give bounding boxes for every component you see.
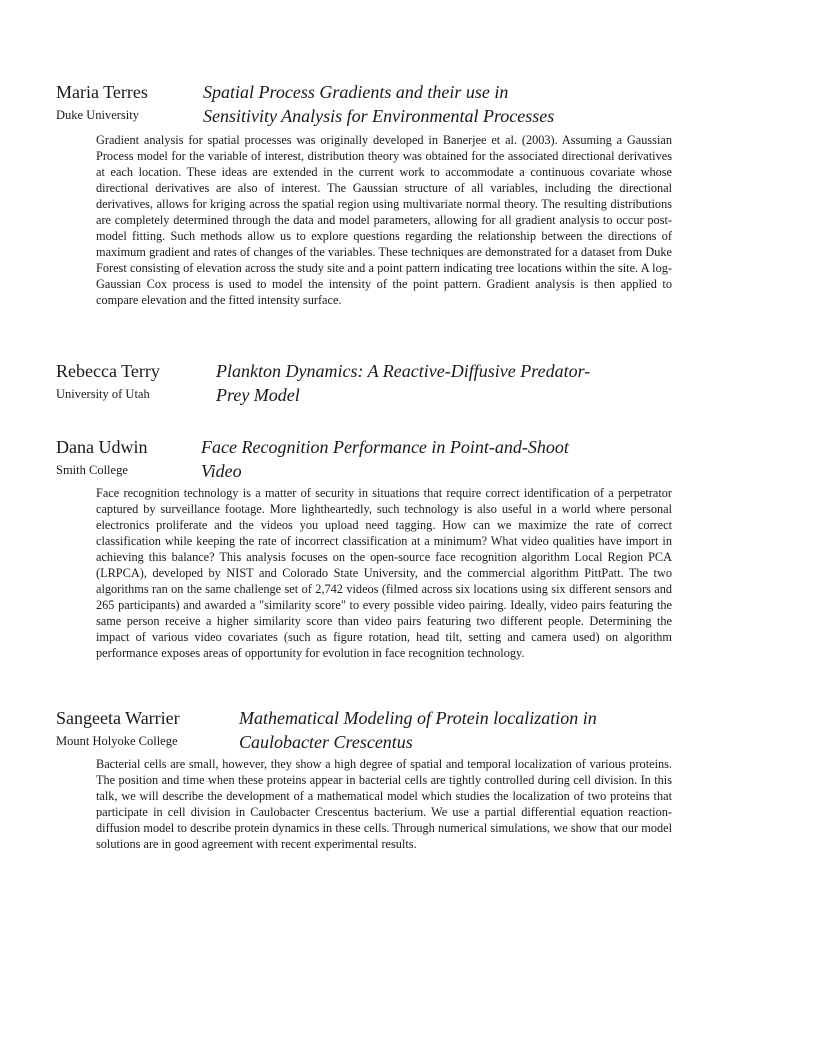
talk-title: Face Recognition Performance in Point-and-Shoot Video bbox=[201, 437, 569, 481]
abstract-text: Gradient analysis for spatial processes was originally developed in Banerjee et al. (2003). Assuming a Gaussian Process model for the variable of interest, distribution theory was obtained for the associated directional derivatives at each location. These ideas are extended in the current work to accommodate a continuous covariate whose directional derivatives are also of interest. The Gaussian structure of all variables, including the directional derivatives, allows for kriging across the spatial region using multivariate normal theory. The resulting distributions are completely determined through the data and model parameters, allowing for all gradient analysis to occur post-model fitting. Such methods allow us to explore questions regarding the relationship between the directions of maximum gradient and rates of changes of the variables. These techniques are demonstrated for a dataset from Duke Forest consisting of elevation across the study site and a point pattern indicating tree locations within the site. A log-Gaussian Cox process is used to model the intensity of the point pattern. Gradient analysis is then applied to compare elevation and the fitted intensity surface. bbox=[96, 133, 672, 307]
abstract-entry-terres bbox=[56, 80, 676, 308]
abstract-text: Face recognition technology is a matter of security in situations that require correct identification of a perpetrator captured by surveillance footage. More lightheartedly, such technology is also useful in a world where personal electronics proliferate and the videos you upload need tagging. How can we maximize the rate of correct classification while keeping the rate of incorrect classification at a minimum? What video qualities have import in achieving this balance? This analysis focuses on the open-source face recognition algorithm Local Region PCA (LRPCA), developed by NIST and Colorado State University, and the commercial algorithm PittPatt. The two algorithms ran on the same challenge set of 2,742 videos (filmed across six locations using six different sensors and 265 participants) and awarded a "similarity score" to every possible video pairing. Ideally, video pairs featuring the same person receive a higher similarity score than video pairs featuring two different people. Determining the impact of various video covariates (such as figure rotation, head tilt, setting and camera used) on algorithm performance exposes areas of opportunity for evolution in face recognition technology. bbox=[96, 486, 672, 660]
author-affiliation: Smith College bbox=[56, 463, 128, 477]
abstract-text: Bacterial cells are small, however, they show a high degree of spatial and temporal localization of various proteins. The position and time when these proteins appear in bacterial cells are tightly controlled during cell division. In this talk, we will describe the development of a mathematical model which studies the localization of two proteins that participate in cell division in Caulobacter Crescentus bacterium. We use a partial differential equation reaction-diffusion model to describe protein dynamics in these cells. Through numerical simulations, we show that our model solutions are in good agreement with recent experimental results. bbox=[96, 757, 672, 851]
entry-header bbox=[56, 706, 676, 754]
talk-title: Plankton Dynamics: A Reactive-Diffusive Predator-Prey Model bbox=[216, 361, 591, 405]
author-affiliation: Duke University bbox=[56, 108, 139, 122]
talk-title: Mathematical Modeling of Protein localization in Caulobacter Crescentus bbox=[239, 708, 597, 752]
author-name: Dana Udwin bbox=[56, 437, 148, 457]
author-affiliation: University of Utah bbox=[56, 387, 150, 401]
entry-header bbox=[56, 359, 676, 407]
entry-header bbox=[56, 80, 676, 128]
entry-header bbox=[56, 435, 676, 483]
talk-title: Spatial Process Gradients and their use in Sensitivity Analysis for Environmental Processes bbox=[203, 82, 555, 126]
author-affiliation: Mount Holyoke College bbox=[56, 734, 178, 748]
abstract-entry-warrier bbox=[56, 706, 676, 852]
author-name: Sangeeta Warrier bbox=[56, 708, 180, 728]
author-name: Rebecca Terry bbox=[56, 361, 160, 381]
abstract-entry-udwin bbox=[56, 435, 676, 661]
abstract-entry-terry bbox=[56, 359, 676, 407]
author-name: Maria Terres bbox=[56, 82, 148, 102]
